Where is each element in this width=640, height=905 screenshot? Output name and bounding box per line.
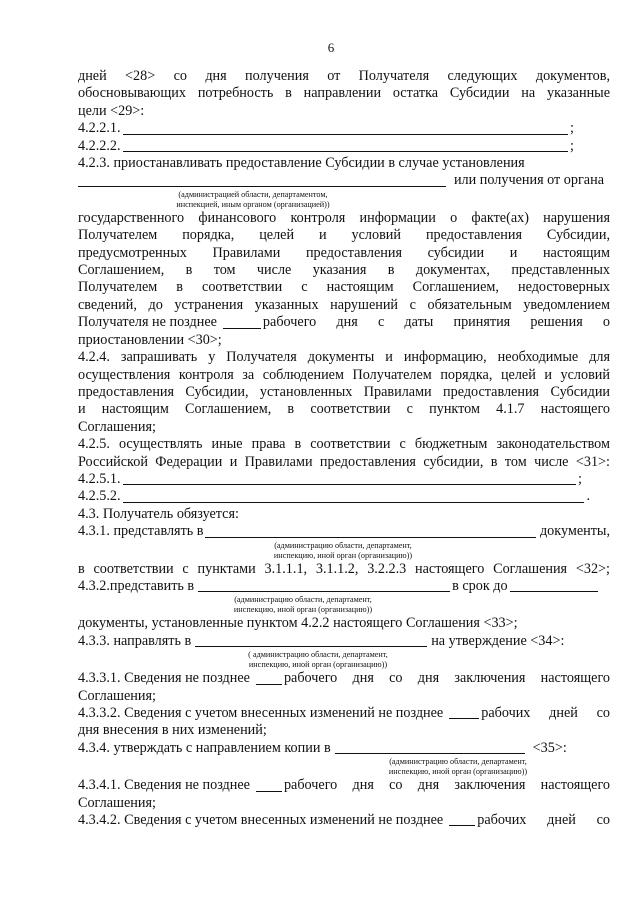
fill-in-blank[interactable] [256,672,282,685]
blank-line-organ [78,172,610,189]
text-line: сведений, до устранения указанных нарушений с обязательным уведомлением [78,296,610,313]
text-fragment: рабочего дня со дня заключения настоящего [283,777,610,794]
text-fragment: 4.3.3.1. Сведения не позднее [78,670,250,687]
caption-line: инспекцию, иной орган (организацию)) [248,660,388,670]
text-line-with-blank [78,812,610,829]
fill-in-blank[interactable] [123,138,568,152]
field-caption [228,541,458,561]
text-line-with-blank [78,777,610,794]
fill-in-blank[interactable] [510,578,598,592]
text-line: документы, установленные пунктом 4.2.2 настоящего Соглашения <33>; [78,615,518,632]
text-line: Получателем в соответствии с настоящим Соглашением, недостоверных [78,279,610,296]
caption-line: (администрацией области, департаментом, [178,189,328,199]
text-line: 4.2.5. осуществлять иные права в соответствии с бюджетным законодательством [78,436,610,453]
blank-line-4252 [78,488,610,505]
fill-in-blank[interactable] [123,489,585,503]
field-caption [203,650,433,670]
text-line: и настоящим Соглашением, в соответствии с пунктом 4.1.7 настоящего [78,401,610,418]
text-line: 4.2.3. приостанавливать предоставление Субсидии в случае установления [78,155,525,172]
caption-line: инспекцию, иной орган (организацию)) [273,550,413,560]
blank-line-434 [78,740,610,757]
text-line: дней <28> со дня получения от Получателя следующих документов, [78,68,610,84]
field-caption [188,595,418,615]
text-fragment: 4.3.2.представить в [78,577,195,594]
line-end: <35>: [532,739,567,756]
caption-line: инспекцией, иным органом (организацией)) [176,199,330,209]
blank-line-4222 [78,138,610,155]
caption-line: ( администрацию области, департамент, [248,650,388,660]
fill-in-blank[interactable] [335,741,525,754]
text-line: предусмотренных Правилами предоставления субсидии и настоящим [78,244,610,261]
caption-line: инспекцию, иной орган (организацию)) [233,605,373,615]
line-end: документы, [539,523,610,540]
caption-line: (администрацию области, департамент, [389,757,527,767]
text-line: приостановлении <30>; [78,331,222,348]
caption-line: (администрацию области, департамент, [274,540,412,550]
text-fragment: Получателя не позднее [78,314,217,331]
text-line: Российской Федерации и Правилами предоставления субсидии, в том числе <31>: [78,453,610,470]
line-end: ; [570,137,574,154]
line-end: на утверждение <34>: [431,632,565,649]
text-fragment: рабочих дней со [477,812,610,829]
fill-in-blank[interactable] [205,524,535,538]
text-fragment: 4.3.3. направлять в [78,632,192,649]
text-line: Соглашения; [78,687,156,704]
text-fragment: в срок до [452,577,508,594]
text-line: дня внесения в них изменений; [78,722,267,739]
line-end: ; [578,470,582,487]
blank-line-4221 [78,120,610,137]
caption-line: инспекцию, иной орган (организацию)) [388,767,528,777]
blank-line-433 [78,633,610,650]
fill-in-blank[interactable] [195,634,427,647]
text-line: предоставления Субсидии, установленных Правилами предоставления Субсидии [78,383,610,400]
text-line: государственного финансового контроля информации о факте(ах) нарушения [78,209,610,226]
line-end: ; [570,120,574,137]
caption-line: (администрацию области, департамент, [234,595,372,605]
text-line-with-blank [78,705,610,722]
fill-in-blank[interactable] [123,471,576,485]
line-end: или получения от органа [453,172,604,189]
text-fragment: 4.3.4.2. Сведения с учетом внесенных изменений не позднее [78,812,444,829]
fill-in-blank[interactable] [123,121,568,135]
clause-number: 4.2.2.1. [78,120,121,137]
blank-line-431 [78,523,610,540]
text-fragment: 4.3.4. утверждать с направлением копии в [78,739,331,756]
blank-line-432 [78,578,610,595]
clause-number: 4.2.2.2. [78,137,121,154]
fill-in-blank[interactable] [449,813,475,826]
blank-line-4251 [78,471,610,488]
text-line-with-blank [78,314,610,331]
text-line: в соответствии с пунктами 3.1.1.1, 3.1.1.2, 3.2.2.3 настоящего Соглашения <32>; [78,560,610,577]
line-end: . [586,488,590,505]
text-line-with-blank [78,670,610,687]
page-number: 6 [327,40,335,55]
text-line: осуществления контроля за соблюдением Получателем порядка, целей и условий [78,366,610,383]
text-fragment: 4.3.1. представлять в [78,523,204,540]
field-caption [343,757,573,777]
text-fragment: 4.3.4.1. Сведения не позднее [78,777,250,794]
text-line: Соглашением, в том числе указания в документах, представленных [78,262,610,279]
text-fragment: рабочего дня с даты принятия решения о [262,314,610,331]
fill-in-blank[interactable] [223,316,261,329]
clause-number: 4.2.5.1. [78,470,121,487]
text-line: обосновывающих потребность в направлении остатка Субсидии на указанные [78,85,610,102]
fill-in-blank[interactable] [449,706,479,719]
text-line: 4.2.4. запрашивать у Получателя документы и информацию, необходимые для [78,349,610,366]
fill-in-blank[interactable] [198,579,450,592]
fill-in-blank[interactable] [78,173,446,187]
field-caption [138,190,368,210]
text-line: цели <29>: [78,102,145,119]
clause-number: 4.2.5.2. [78,488,121,505]
section-heading: 4.3. Получатель обязуется: [78,505,239,522]
text-fragment: рабочего дня со дня заключения настоящего [283,670,610,687]
text-line: Соглашения; [78,794,156,811]
text-line: Получателем порядка, целей и условий предоставления Субсидии, [78,227,610,244]
text-line: Соглашения; [78,418,156,435]
text-fragment: 4.3.3.2. Сведения с учетом внесенных изменений не позднее [78,705,444,721]
document-body [78,68,610,829]
text-fragment: рабочих дней со [481,705,610,721]
fill-in-blank[interactable] [256,779,282,792]
